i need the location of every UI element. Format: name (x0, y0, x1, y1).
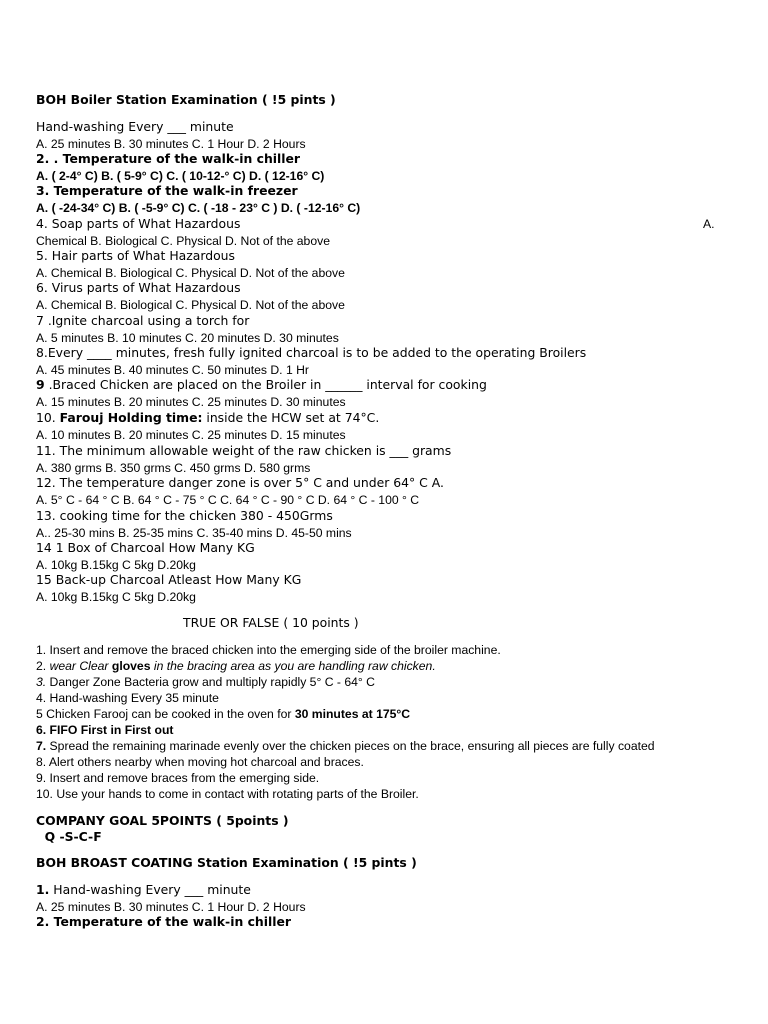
tf-statement-9: 9. Insert and remove braces from the emerging side. (36, 771, 320, 785)
question-12-options: A. 5° C - 64 ° C B. 64 ° C - 75 ° C C. 64 ° C - 90 ° C D. 64 ° C - 100 ° C (36, 493, 420, 507)
question-9-options: A. 15 minutes B. 20 minutes C. 25 minutes D. 30 minutes (36, 395, 346, 409)
question-3-options: A. ( -24-34° C) B. ( -5-9° C) C. ( -18 - 23° C ) D. ( -12-16° C) (36, 201, 361, 215)
question-11-options: A. 380 grms B. 350 grms C. 450 grms D. 580 grms (36, 461, 311, 475)
tf-statement-8: 8. Alert others nearby when moving hot charcoal and braces. (36, 755, 364, 769)
question-10-text: inside the HCW set at 74°C. (202, 410, 380, 425)
question-12: 12. The temperature danger zone is over 5° C and under 64° C A. (36, 475, 444, 490)
company-goal-title: COMPANY GOAL 5POINTS ( 5points ) (36, 813, 289, 828)
tf-statement-5 (36, 706, 410, 722)
tf-statement-5-text: 5 Chicken Farooj can be cooked in the oven for (36, 707, 295, 721)
tf-statement-6: 6. FIFO First in First out (36, 723, 174, 737)
question-9-number: 9 (36, 377, 45, 392)
tf-statement-7-text: Spread the remaining marinade evenly over the chicken pieces on the brace, ensuring all pieces are fully coated (46, 739, 655, 753)
question-1-options: A. 25 minutes B. 30 minutes C. 1 Hour D. 2 Hours (36, 137, 306, 151)
question-2: 2. . Temperature of the walk-in chiller (36, 151, 301, 166)
question-4: 4. Soap parts of What Hazardous (36, 216, 241, 231)
tf-statement-2-number: 2. (36, 659, 50, 673)
exam-title-boiler: BOH Boiler Station Examination ( !5 pints ) (36, 92, 336, 107)
question-14: 14 1 Box of Charcoal How Many KG (36, 540, 255, 555)
question-6-options: A. Chemical B. Biological C. Physical D. Not of the above (36, 298, 345, 312)
question-8-options: A. 45 minutes B. 40 minutes C. 50 minutes D. 1 Hr (36, 363, 309, 377)
question-14-options: A. 10kg B.15kg C 5kg D.20kg (36, 558, 196, 572)
broast-question-1-text: Hand-washing Every ___ minute (49, 882, 251, 897)
tf-statement-3-number: 3. (36, 675, 47, 689)
broast-question-2: 2. Temperature of the walk-in chiller (36, 914, 291, 929)
question-15: 15 Back-up Charcoal Atleast How Many KG (36, 572, 302, 587)
question-10-number: 10. (36, 410, 60, 425)
company-goal-value: Q -S-C-F (36, 829, 102, 844)
question-4-option-a-label: A. (703, 217, 715, 231)
question-2-options: A. ( 2-4° C) B. ( 5-9° C) C. ( 10-12-° C) D. ( 12-16° C) (36, 169, 325, 183)
question-10-bold: Farouj Holding time: (59, 410, 203, 425)
tf-statement-2-part-b: in the bracing area as you are handling raw chicken. (150, 659, 436, 673)
tf-statement-3-text: Danger Zone Bacteria grow and multiply rapidly 5° C - 64° C (46, 675, 375, 689)
tf-statement-2-part-a: wear Clear (49, 659, 112, 673)
tf-statement-7 (36, 738, 655, 754)
tf-statement-3 (36, 674, 375, 690)
question-4-options: Chemical B. Biological C. Physical D. Not of the above (36, 234, 330, 248)
tf-statement-2 (36, 658, 436, 674)
tf-statement-5-bold: 30 minutes at 175°C (294, 707, 411, 721)
tf-statement-4: 4. Hand-washing Every 35 minute (36, 691, 219, 705)
question-8: 8.Every ____ minutes, fresh fully ignited charcoal is to be added to the operating Broilers (36, 345, 587, 360)
question-13-options: A.. 25-30 mins B. 25-35 mins C. 35-40 mins D. 45-50 mins (36, 526, 352, 540)
question-10 (36, 410, 379, 426)
question-11: 11. The minimum allowable weight of the raw chicken is ___ grams (36, 443, 452, 458)
question-15-options: A. 10kg B.15kg C 5kg D.20kg (36, 590, 196, 604)
tf-statement-7-number: 7. (36, 739, 47, 753)
question-10-options: A. 10 minutes B. 20 minutes C. 25 minutes D. 15 minutes (36, 428, 346, 442)
question-5: 5. Hair parts of What Hazardous (36, 248, 235, 263)
broast-question-1 (36, 882, 251, 898)
tf-statement-2-gloves: gloves (111, 659, 151, 673)
question-9 (36, 377, 487, 393)
broast-question-1-options: A. 25 minutes B. 30 minutes C. 1 Hour D. 2 Hours (36, 900, 306, 914)
tf-statement-10: 10. Use your hands to come in contact with rotating parts of the Broiler. (36, 787, 419, 801)
question-1: Hand-washing Every ___ minute (36, 119, 234, 134)
question-6: 6. Virus parts of What Hazardous (36, 280, 241, 295)
question-13: 13. cooking time for the chicken 380 - 450Grms (36, 508, 333, 523)
tf-statement-1: 1. Insert and remove the braced chicken into the emerging side of the broiler machine. (36, 643, 501, 657)
question-7-options: A. 5 minutes B. 10 minutes C. 20 minutes D. 30 minutes (36, 331, 339, 345)
exam-title-broast: BOH BROAST COATING Station Examination ( !5 pints ) (36, 855, 417, 870)
question-9-text: .Braced Chicken are placed on the Broiler in ______ interval for cooking (44, 377, 487, 392)
broast-question-1-number: 1. (36, 882, 50, 897)
question-3: 3. Temperature of the walk-in freezer (36, 183, 298, 198)
true-false-title: TRUE OR FALSE ( 10 points ) (183, 615, 359, 630)
question-7: 7 .Ignite charcoal using a torch for (36, 313, 250, 328)
question-5-options: A. Chemical B. Biological C. Physical D. Not of the above (36, 266, 345, 280)
